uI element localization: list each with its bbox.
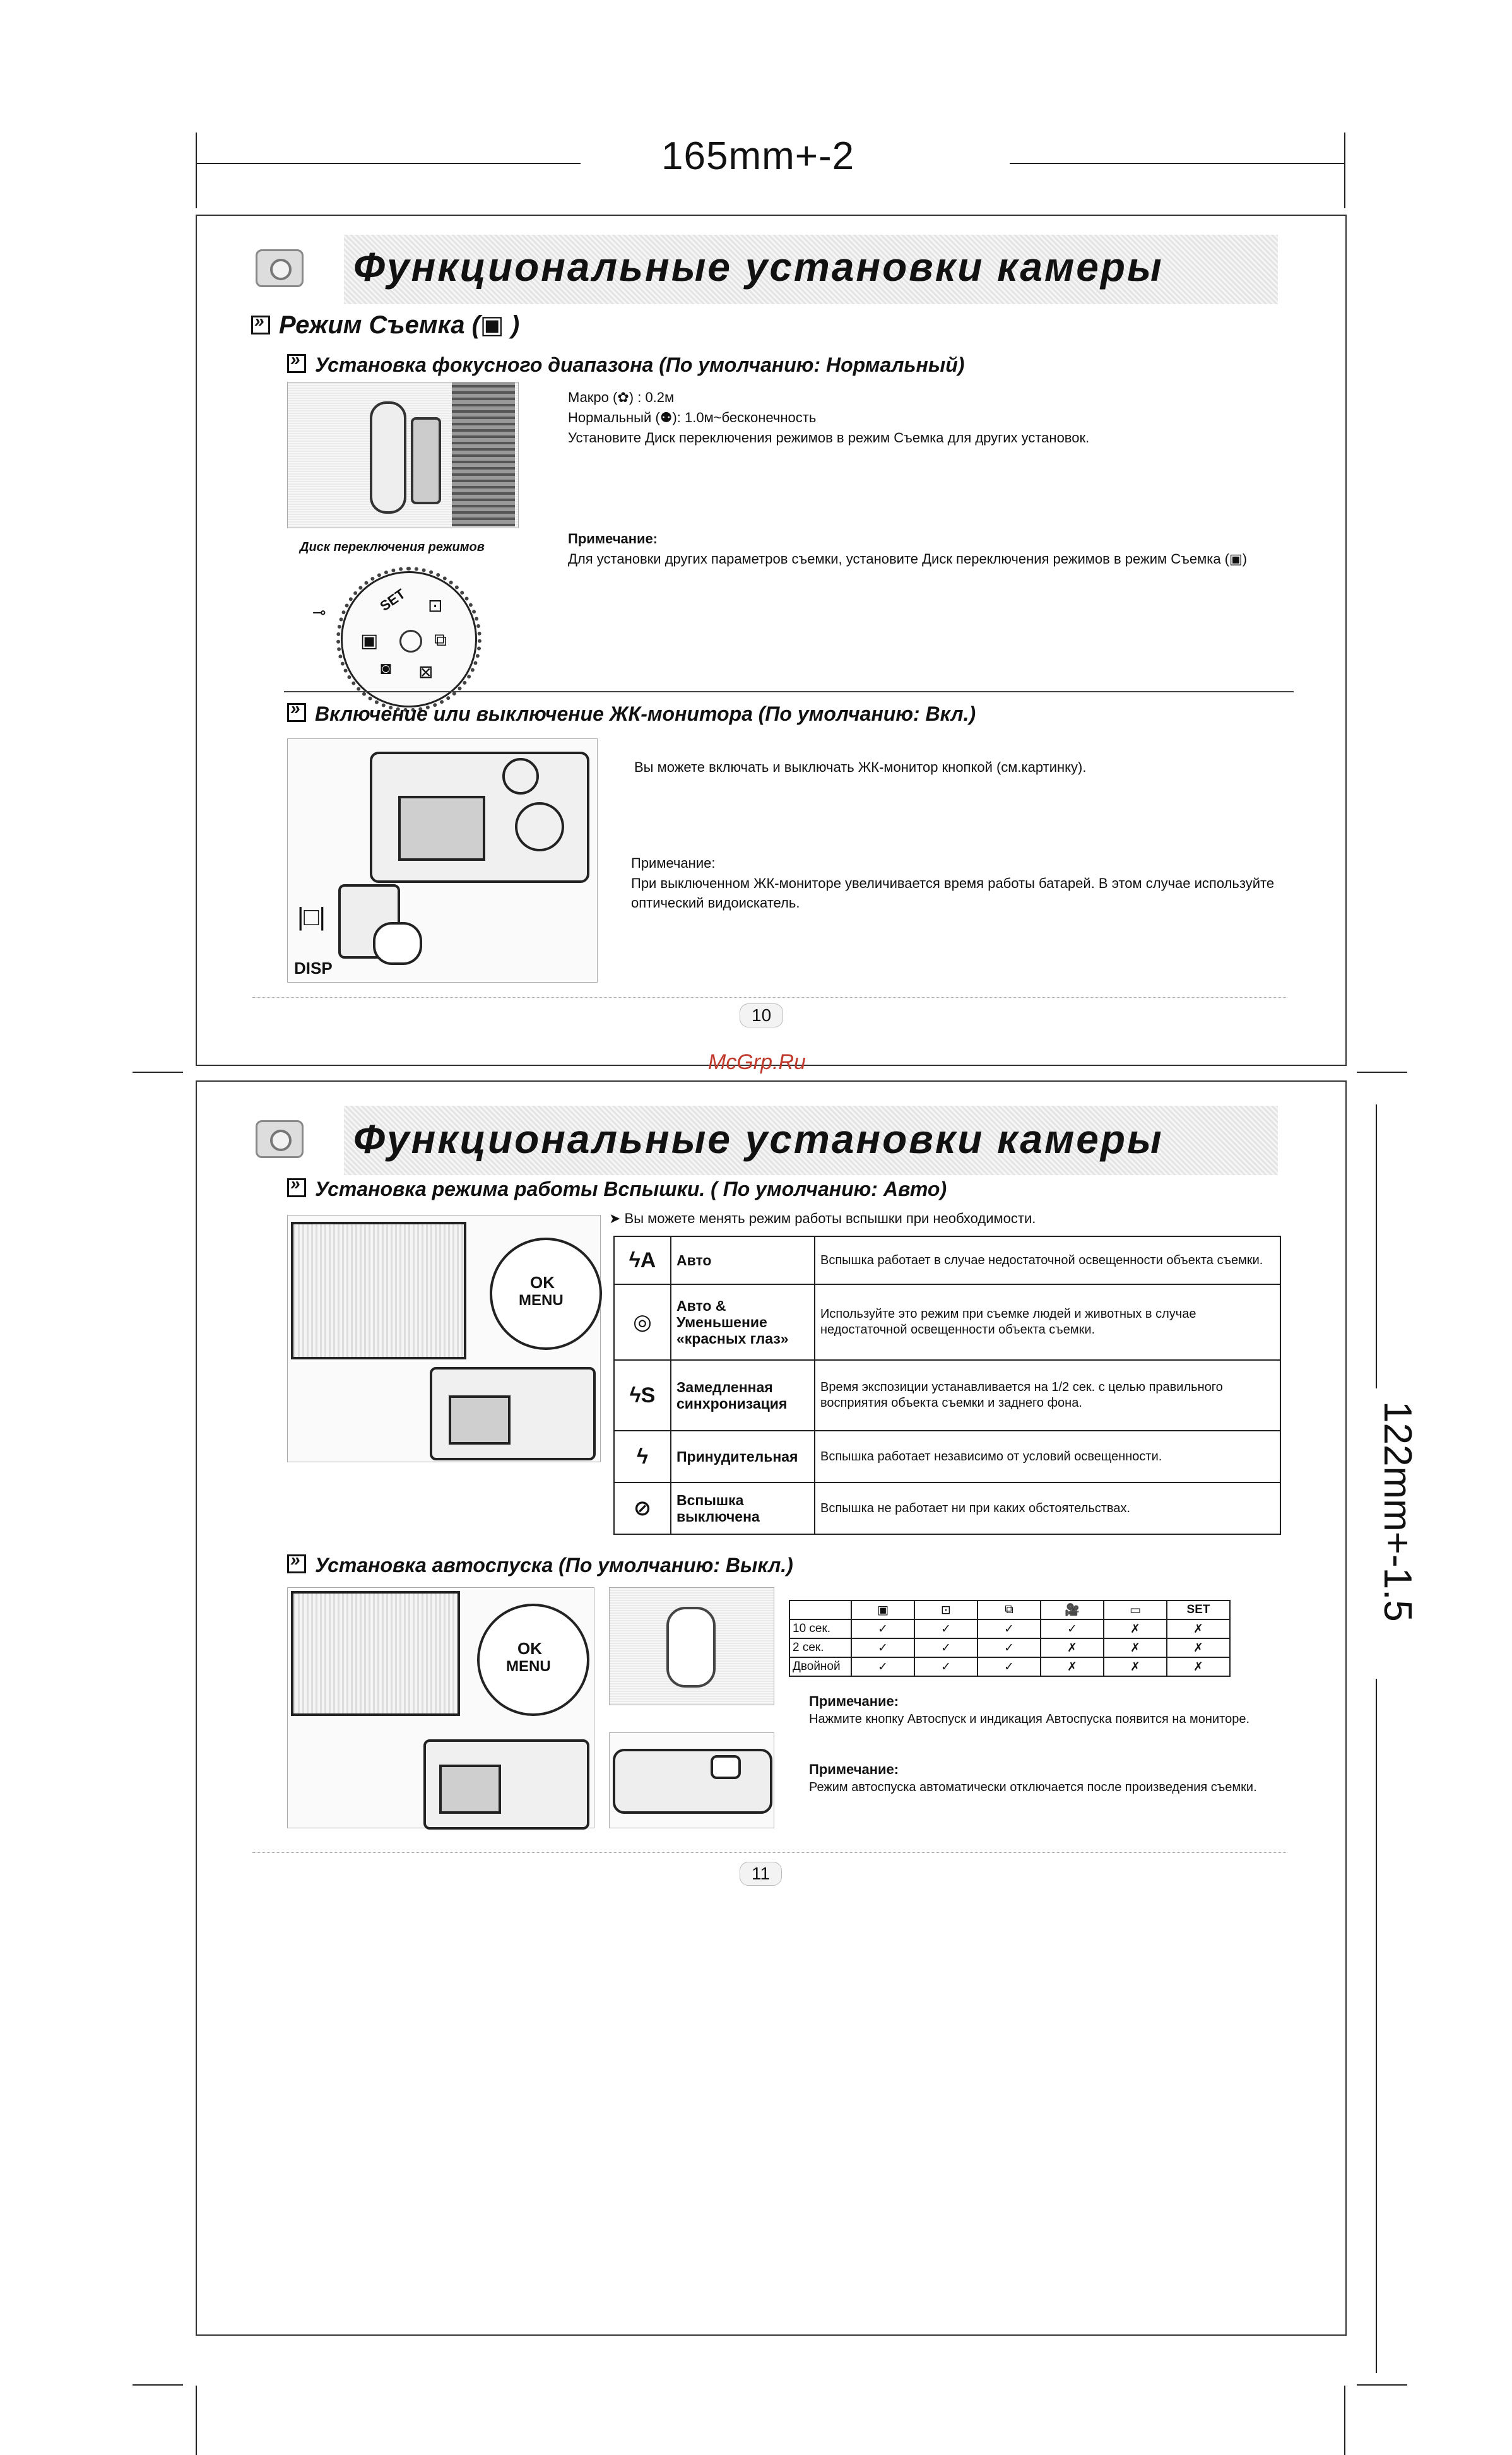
flash-row-desc: Время экспозиции устанавливается на 1/2 сек. с целью правильного восприятия объекта съемки и заднего фона.: [815, 1360, 1280, 1431]
cut-line-mid-right: [1357, 1072, 1407, 1073]
timer-cell: ✓: [977, 1619, 1041, 1638]
timer-cell: ✓: [914, 1657, 977, 1676]
timer-note1-text: Нажмите кнопку Автоспуск и индикация Автоспуска появится на мониторе.: [809, 1712, 1250, 1726]
focus-instruction: Установите Диск переключения режимов в режим Съемка для других установок.: [568, 430, 1090, 446]
table-row: [789, 1638, 1230, 1657]
flash-illustration: [287, 1215, 601, 1462]
menu-label: MENU: [519, 1292, 564, 1309]
page-10-bottom-rule: [252, 997, 1287, 998]
camera-mode-icon: ▣: [480, 311, 504, 339]
self-timer-heading: »Установка автоспуска (По умолчанию: Выкл.): [287, 1554, 793, 1577]
dial-movie-icon: ⧉: [434, 630, 447, 649]
camera-icon: [256, 249, 304, 287]
dial-set-label: SET: [377, 586, 408, 615]
timer-cell: ✗: [1167, 1638, 1230, 1657]
bottom-tick-left: [196, 2386, 197, 2455]
self-timer-table: [789, 1600, 1231, 1677]
flash-heading: »Установка режима работы Вспышки. ( По умолчанию: Авто): [287, 1178, 947, 1201]
timer-cell: ✓: [1041, 1619, 1104, 1638]
timer-preview-screen: [291, 1591, 460, 1716]
table-row: [789, 1657, 1230, 1676]
flash-mode-table: [613, 1236, 1281, 1535]
self-timer-illustration: [287, 1587, 594, 1828]
section-marker-icon: [251, 316, 270, 334]
forced-flash-icon: ϟ: [614, 1431, 671, 1482]
page-number-10: 10: [740, 1003, 783, 1027]
header-video-icon: 🎥: [1041, 1600, 1104, 1619]
timer-cell: ✓: [914, 1638, 977, 1657]
ok-menu-button-timer: [477, 1604, 589, 1716]
disp-monitor-icon: |□|: [297, 903, 326, 931]
normal-focus-icon: ⚉: [659, 410, 673, 425]
page-number-11: 11: [740, 1862, 782, 1886]
cut-line-bottom-left: [133, 2384, 183, 2386]
table-row: [614, 1360, 1280, 1431]
camera-top-body: [613, 1749, 772, 1814]
timer-cell: ✓: [977, 1638, 1041, 1657]
flash-intro: ➤ Вы можете менять режим работы вспышки при необходимости.: [609, 1210, 1036, 1226]
macro-icon: ✿: [617, 389, 629, 405]
dimension-line-right: [1010, 163, 1344, 164]
timer-cell: ✓: [977, 1657, 1041, 1676]
subsection-marker-icon: [287, 354, 306, 373]
dial-center: [399, 630, 422, 653]
bottom-tick-right: [1344, 2386, 1345, 2455]
subsection-marker-icon-timer: [287, 1554, 306, 1573]
focus-range-heading: »Установка фокусного диапазона (По умолчанию: Нормальный): [287, 353, 964, 377]
lens-ring: [452, 382, 515, 526]
pointing-hand-icon: [373, 922, 422, 965]
camera-back-illustration: [287, 738, 598, 983]
flash-row-name: Замедленная синхронизация: [671, 1360, 815, 1431]
subsection-marker-icon-lcd: [287, 703, 306, 722]
dimension-line-left: [196, 163, 581, 164]
self-timer-photo: [609, 1587, 774, 1705]
focus-switch-knob: [411, 417, 441, 504]
dial-pointer-icon: ⊸: [312, 603, 326, 622]
flash-row-desc: Вспышка работает в случае недостаточной освещенности объекта съемки.: [815, 1236, 1280, 1284]
timer-cell: ✓: [851, 1638, 914, 1657]
timer-note1-title: Примечание:: [809, 1693, 899, 1709]
timer-cell: ✗: [1167, 1619, 1230, 1638]
timer-cell: ✗: [1041, 1657, 1104, 1676]
normal-line: Нормальный (⚉): 1.0м~бесконечность: [568, 410, 817, 425]
table-row: [789, 1619, 1230, 1638]
timer-row-label: 2 сек.: [789, 1638, 851, 1657]
timer-cell: ✗: [1104, 1638, 1167, 1657]
slow-sync-icon: ϟS: [614, 1360, 671, 1431]
red-eye-icon: ◎: [614, 1284, 671, 1360]
lcd-note-text: При выключенном ЖК-мониторе увеличивается время работы батарей. В этом случае используйте оптический видоискатель.: [631, 875, 1275, 911]
lcd-heading: »Включение или выключение ЖК-монитора (По умолчанию: Вкл.): [287, 702, 976, 726]
header-playback-icon: ⊡: [914, 1600, 977, 1619]
focus-switch-photo: [287, 382, 519, 528]
subsection-marker-icon-flash: [287, 1178, 306, 1197]
page-title-2: Функциональные установки камеры: [353, 1116, 1164, 1162]
timer-cell: ✗: [1104, 1619, 1167, 1638]
timer-note2-text: Режим автоспуска автоматически отключается после произведения съемки.: [809, 1780, 1257, 1794]
timer-cell: ✓: [914, 1619, 977, 1638]
timer-row-label: Двойной: [789, 1657, 851, 1676]
mode-dial-caption: Диск переключения режимов: [300, 540, 485, 554]
focus-note-title: Примечание:: [568, 531, 658, 547]
timer-cell: ✗: [1167, 1657, 1230, 1676]
table-row: [614, 1482, 1280, 1534]
ok-menu-button: [490, 1238, 602, 1350]
table-row: [789, 1600, 1230, 1619]
flash-preview-screen: [291, 1222, 466, 1359]
ok-label-timer: OK: [517, 1639, 542, 1658]
flash-row-name: Авто: [671, 1236, 815, 1284]
side-dimension-line-bottom: [1376, 1679, 1377, 2373]
timer-header-empty: [789, 1600, 851, 1619]
flash-row-desc: Используйте это режим при съемке людей и животных в случае недостаточной освещенности объекта съемки.: [815, 1284, 1280, 1360]
lcd-text: Вы можете включать и выключать ЖК-монитор кнопкой (см.картинку).: [634, 759, 1087, 775]
note-camera-icon: ▣: [1229, 551, 1243, 567]
timer-note2-title: Примечание:: [809, 1761, 899, 1777]
menu-label-timer: MENU: [506, 1658, 551, 1675]
page-title: Функциональные установки камеры: [353, 244, 1164, 290]
timer-cell: ✓: [851, 1619, 914, 1638]
focus-switch-slider: [370, 401, 406, 514]
bullet-arrow-icon: ➤: [609, 1210, 625, 1226]
timer-cell: ✗: [1104, 1657, 1167, 1676]
frame-tick-left: [196, 133, 197, 208]
dial-scene-icon: ◙: [381, 658, 391, 678]
header-camera-icon: ▣: [851, 1600, 914, 1619]
lcd-note-title: Примечание:: [631, 855, 716, 871]
flash-row-desc: Вспышка работает независимо от условий освещенности.: [815, 1431, 1280, 1482]
camera-back-small-lcd: [449, 1395, 511, 1445]
shutter-button-icon: [711, 1755, 741, 1779]
flash-off-icon: ⊘: [614, 1482, 671, 1534]
timer-cell: ✗: [1041, 1638, 1104, 1657]
header-set: SET: [1167, 1600, 1230, 1619]
flash-row-desc: Вспышка не работает ни при каких обстоятельствах.: [815, 1482, 1280, 1534]
header-scene-icon: ▭: [1104, 1600, 1167, 1619]
mode-dial: [341, 571, 477, 707]
flash-row-name: Авто & Уменьшение «красных глаз»: [671, 1284, 815, 1360]
table-row: [614, 1284, 1280, 1360]
dial-portrait-icon: ⊠: [418, 662, 434, 682]
flash-row-name: Вспышка выключена: [671, 1482, 815, 1534]
disp-label: DISP: [294, 959, 333, 978]
page-11-bottom-rule: [252, 1852, 1287, 1853]
camera-back-timer-lcd: [439, 1765, 501, 1814]
section-divider: [284, 691, 1294, 692]
watermark: McGrp.Ru: [708, 1050, 806, 1074]
focus-note-text: Для установки других параметров съемки, установите Диск переключения режимов в режим Съемка (▣): [568, 551, 1248, 567]
header-movie-icon: ⧉: [977, 1600, 1041, 1619]
camera-top-view: [609, 1732, 774, 1828]
section-heading-shooting-mode: »Режим Съемка (▣ ): [251, 311, 519, 340]
dimension-width: 165mm+-2: [661, 134, 855, 178]
macro-line: Макро (✿) : 0.2м: [568, 389, 675, 405]
timer-cell: ✓: [851, 1657, 914, 1676]
cut-line-bottom-right: [1357, 2384, 1407, 2386]
side-dimension-line-top: [1376, 1104, 1377, 1388]
navigation-pad-icon: [515, 802, 564, 851]
camera-icon-2: [256, 1120, 304, 1158]
camera-lcd: [398, 796, 485, 861]
dial-camera-icon: ▣: [360, 630, 379, 651]
timer-row-label: 10 сек.: [789, 1619, 851, 1638]
timer-button-closeup: [666, 1607, 716, 1688]
frame-tick-right: [1344, 133, 1345, 208]
table-row: [614, 1431, 1280, 1482]
flash-auto-icon: ϟA: [614, 1236, 671, 1284]
flash-row-name: Принудительная: [671, 1431, 815, 1482]
dimension-height: 122mm+-1.5: [1376, 1401, 1419, 1622]
cut-line-mid-left: [133, 1072, 183, 1073]
zoom-button-icon: [502, 758, 539, 795]
ok-label: OK: [530, 1273, 555, 1292]
table-row: [614, 1236, 1280, 1284]
dial-playback-icon: ⊡: [428, 596, 443, 615]
